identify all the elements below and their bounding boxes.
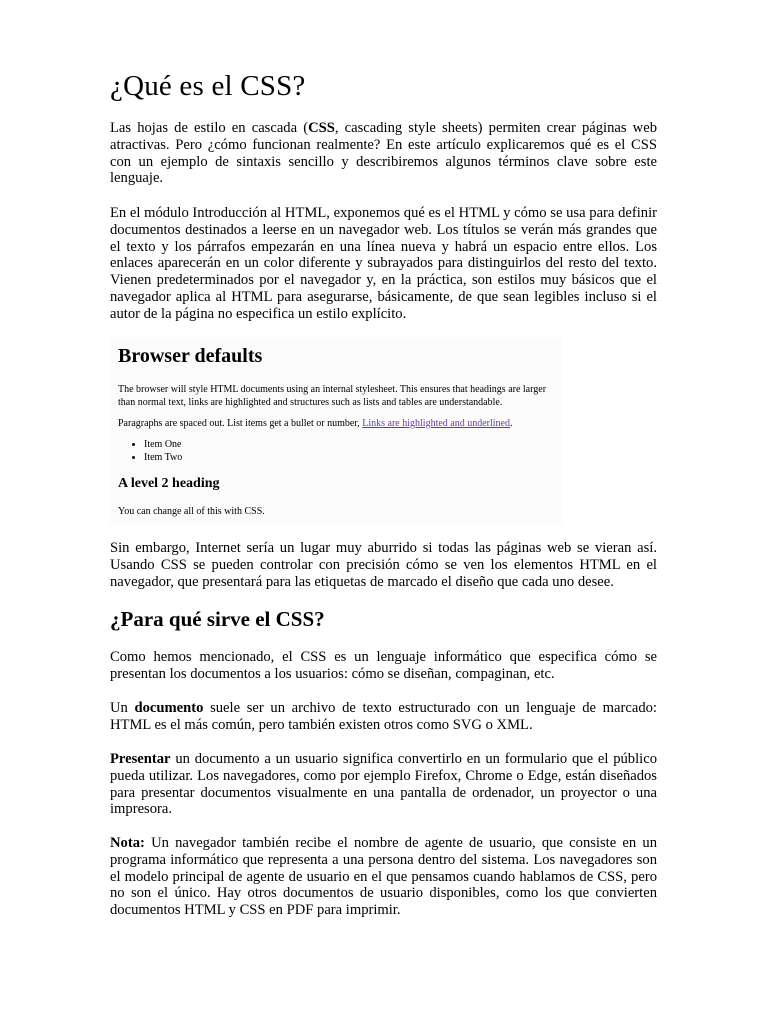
figure-text-2-end: . [510, 418, 513, 429]
para2-end: suele ser un archivo de texto estructurado con un lenguaje de marcado: HTML es el más común, pero también existen otros como SVG o XML. [110, 700, 657, 733]
figure-link[interactable]: Links are highlighted and underlined [362, 418, 510, 429]
note-paragraph [110, 835, 657, 919]
note-end: Un navegador también recibe el nombre de agente de usuario, que consiste en un programa informático que representa a una persona dentro del sistema. Los navegadores son el modelo principal de agente de usuario en el que pensamos cuando hablamos de CSS, pero no son el único. Hay otros documentos de usuario disponibles, como los que convierten documentos HTML y CSS en PDF para imprimir. [110, 835, 657, 919]
section-2-paragraph-3 [110, 751, 657, 818]
para2-start: Un [110, 700, 135, 716]
para3-end: un documento a un usuario significa convertirlo en un formulario que el público pueda utilizar. Los navegadores, como por ejemplo Firefox, Chrome o Edge, están diseñados para presentar documentos visualmente en una pantalla de ordenador, un proyector o una impresora. [110, 751, 657, 818]
intro-text-start: Las hojas de estilo en cascada ( [110, 120, 309, 136]
para3-bold: Presentar [110, 751, 171, 767]
however-paragraph: Sin embargo, Internet sería un lugar muy aburrido si todas las páginas web se vieran así. Usando CSS se pueden controlar con precisión cómo se ven los elementos HTML en el navegador, que presentará para las etiquetas de marcado el diseño que cada uno desee. [110, 540, 657, 590]
para2-bold: documento [134, 700, 204, 716]
figure-text-3: You can change all of this with CSS. [118, 506, 265, 517]
section-2-title: ¿Para qué sirve el CSS? [110, 607, 325, 631]
figure-heading: Browser defaults [118, 345, 263, 367]
list-item: • Item One [144, 438, 182, 451]
browser-defaults-figure [110, 337, 562, 524]
note-bold: Nota: [110, 835, 145, 851]
intro-paragraph [110, 120, 657, 187]
figure-text-2-start: Paragraphs are spaced out. List items get a bullet or number, [118, 418, 363, 429]
figure-heading-2: A level 2 heading [118, 476, 220, 491]
figure-list [130, 438, 182, 464]
figure-text-2 [118, 417, 558, 430]
list-item: • Item Two [144, 451, 182, 464]
section-2-paragraph-2 [110, 700, 657, 734]
intro-text-end: , cascading style sheets) permiten crear páginas web atractivas. Pero ¿cómo funcionan realmente? En este artículo explicaremos qué es el CSS con un ejemplo de sintaxis sencillo y describiremos algunos términos clave sobre este lenguaje. [110, 120, 657, 187]
intro-css-bold: CSS [308, 120, 335, 136]
module-paragraph: En el módulo Introducción al HTML, exponemos qué es el HTML y cómo se usa para definir documentos destinados a leerse en un navegador web. Los títulos se verán más grandes que el texto y los párrafos empezarán en una línea nueva y habrá un espacio entre ellos. Los enlaces aparecerán en un color diferente y subrayados para distinguirlos del resto del texto. Vienen predeterminados por el navegador y, en la práctica, son estilos muy básicos que el navegador aplica al HTML para asegurarse, básicamente, de que sean legibles incluso si el autor de la página no especifica un estilo explícito. [110, 205, 657, 322]
page-title: ¿Qué es el CSS? [110, 70, 306, 102]
figure-text-1: The browser will style HTML documents using an internal stylesheet. This ensures that headings are larger than normal text, links are highlighted and structures such as lists and tables are understandable. [118, 384, 547, 408]
section-2-paragraph-1: Como hemos mencionado, el CSS es un lenguaje informático que especifica cómo se presentan los documentos a los usuarios: cómo se diseñan, compaginan, etc. [110, 649, 657, 682]
